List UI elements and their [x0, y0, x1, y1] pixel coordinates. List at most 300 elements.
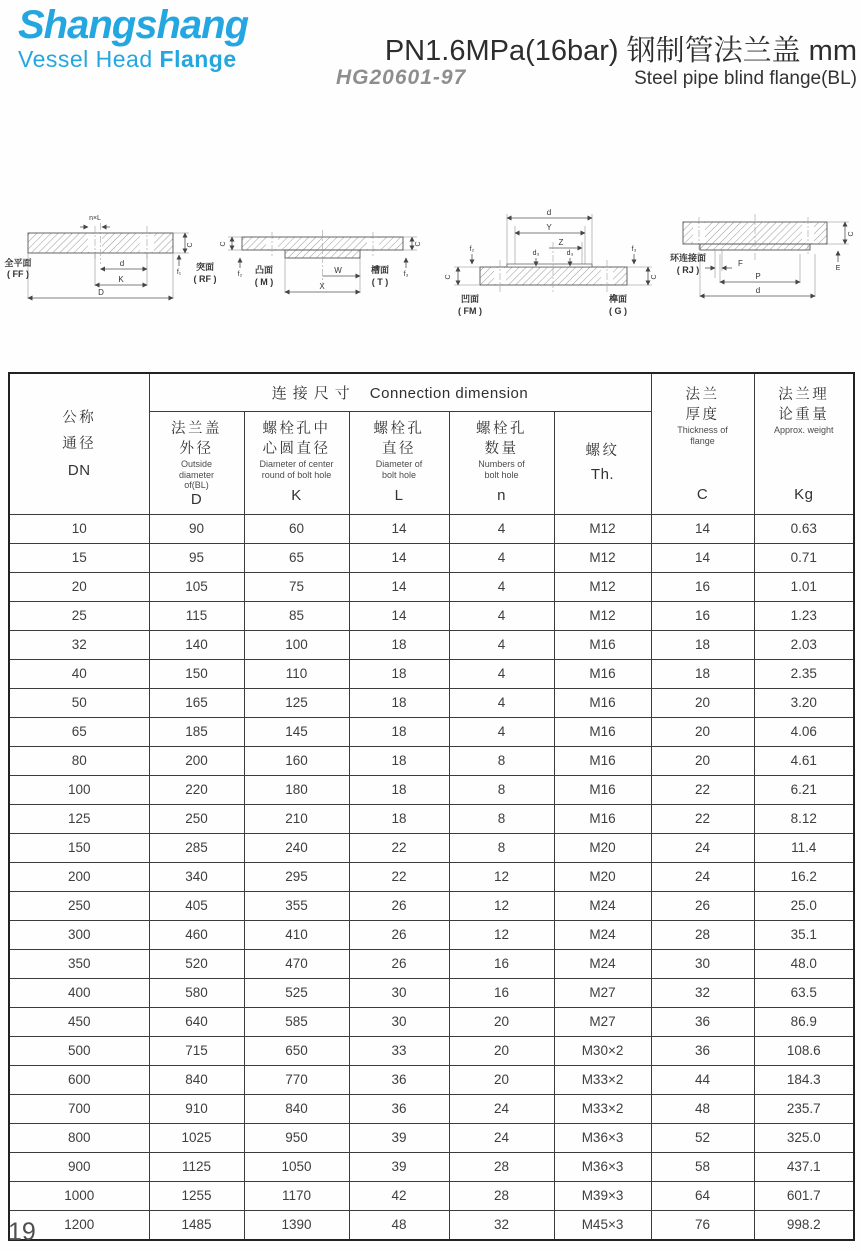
table-cell: M16 [554, 775, 651, 804]
col-kg-code: Kg [794, 486, 814, 504]
table-cell: M30×2 [554, 1036, 651, 1065]
table-cell: 4 [449, 688, 554, 717]
table-cell: 840 [149, 1065, 244, 1094]
table-cell: 48 [651, 1094, 754, 1123]
table-cell: 525 [244, 978, 349, 1007]
table-cell: M33×2 [554, 1065, 651, 1094]
face-code-rj: ( RJ ) [676, 265, 700, 275]
table-row [9, 746, 854, 775]
table-cell: 50 [9, 688, 149, 717]
table-cell: 250 [149, 804, 244, 833]
col-k-en: Diameter of center round of bolt hole [259, 459, 334, 480]
dim-big-d: D [98, 288, 104, 297]
table-cell: 340 [149, 862, 244, 891]
logo-tagline-right: Flange [159, 46, 237, 72]
table-cell: 18 [349, 717, 449, 746]
table-cell: 8 [449, 833, 554, 862]
col-header-kg [754, 373, 854, 514]
table-cell: 26 [349, 949, 449, 978]
table-cell: 470 [244, 949, 349, 978]
table-cell: M33×2 [554, 1094, 651, 1123]
col-header-th [554, 411, 651, 514]
table-cell: 16.2 [754, 862, 854, 891]
table-cell: 39 [349, 1152, 449, 1181]
dim-d: d [546, 208, 552, 217]
table-row [9, 543, 854, 572]
face-label-t: 槽面 [370, 265, 390, 275]
page-number: 19 [8, 1218, 36, 1246]
table-cell: 405 [149, 891, 244, 920]
dim-f3: f₃ [403, 271, 409, 278]
table-cell: 235.7 [754, 1094, 854, 1123]
table-cell: 500 [9, 1036, 149, 1065]
table-cell: 4 [449, 717, 554, 746]
col-header-l [349, 411, 449, 514]
table-cell: 8 [449, 804, 554, 833]
table-cell: M24 [554, 920, 651, 949]
table-cell: 58 [651, 1152, 754, 1181]
table-cell: 32 [449, 1210, 554, 1240]
table-cell: 14 [651, 514, 754, 543]
table-cell: 60 [244, 514, 349, 543]
table-row [9, 630, 854, 659]
table-cell: M39×3 [554, 1181, 651, 1210]
col-d-zh2: 外径 [179, 440, 214, 457]
table-cell: 80 [9, 746, 149, 775]
table-cell: 325.0 [754, 1123, 854, 1152]
col-k-zh1: 螺栓孔中 [262, 421, 331, 437]
table-cell: 4 [449, 514, 554, 543]
table-cell: 12 [449, 891, 554, 920]
table-cell: 16 [449, 978, 554, 1007]
table-row [9, 1181, 854, 1210]
dim-f: F [738, 259, 743, 268]
table-cell: 18 [349, 688, 449, 717]
table-cell: 580 [149, 978, 244, 1007]
table-cell: 24 [651, 833, 754, 862]
col-d-code: D [190, 490, 203, 508]
table-cell: 650 [244, 1036, 349, 1065]
table-cell: M20 [554, 862, 651, 891]
table-cell: 400 [9, 978, 149, 1007]
dim-c: C [848, 231, 855, 237]
table-cell: 4.06 [754, 717, 854, 746]
table-cell: 185 [149, 717, 244, 746]
table-row [9, 804, 854, 833]
table-cell: 14 [651, 543, 754, 572]
table-cell: 44 [651, 1065, 754, 1094]
table-cell: 76 [651, 1210, 754, 1240]
table-cell: 450 [9, 1007, 149, 1036]
table-cell: 16 [449, 949, 554, 978]
table-row [9, 1210, 854, 1240]
table-cell: 150 [9, 833, 149, 862]
table-cell: 160 [244, 746, 349, 775]
table-cell: 18 [349, 746, 449, 775]
group-header-en: Connection dimension [369, 384, 529, 402]
table-cell: 350 [9, 949, 149, 978]
table-cell: 65 [9, 717, 149, 746]
col-k-code: K [291, 487, 302, 504]
table-cell: 28 [449, 1181, 554, 1210]
table-cell: 22 [651, 775, 754, 804]
table-cell: 52 [651, 1123, 754, 1152]
col-c-en: Thickness of flange [677, 425, 728, 446]
table-cell: 14 [349, 514, 449, 543]
table-cell: 33 [349, 1036, 449, 1065]
table-cell: 20 [651, 746, 754, 775]
table-cell: 700 [9, 1094, 149, 1123]
table-cell: 18 [651, 630, 754, 659]
table-cell: M12 [554, 572, 651, 601]
table-cell: 40 [9, 659, 149, 688]
table-cell: M27 [554, 978, 651, 1007]
table-cell: 1050 [244, 1152, 349, 1181]
col-d-en: Outside diameter of(BL) [178, 459, 214, 491]
table-cell: 4 [449, 659, 554, 688]
face-label-rf: 突面 [195, 262, 215, 272]
table-row [9, 717, 854, 746]
table-cell: 18 [651, 659, 754, 688]
table-cell: 48 [349, 1210, 449, 1240]
table-cell: 640 [149, 1007, 244, 1036]
table-cell: 28 [651, 920, 754, 949]
dim-e: E [835, 265, 841, 272]
table-cell: 22 [651, 804, 754, 833]
col-d-zh1: 法兰盖 [171, 421, 222, 437]
table-row [9, 688, 854, 717]
dim-f2: f₂ [237, 271, 243, 278]
table-cell: 15 [9, 543, 149, 572]
table-cell: 36 [651, 1036, 754, 1065]
table-row [9, 601, 854, 630]
logo-brand-name: Shangshang [18, 3, 249, 47]
table-cell: 25.0 [754, 891, 854, 920]
dim-p: P [755, 272, 761, 281]
col-l-zh2: 直径 [382, 440, 416, 457]
table-cell: M45×3 [554, 1210, 651, 1240]
dim-f3: f₃ [631, 246, 637, 253]
dim-f2: f₂ [469, 246, 475, 253]
face-label-fm: 凹面 [460, 294, 480, 304]
col-l-zh1: 螺栓孔 [373, 421, 425, 437]
table-row [9, 572, 854, 601]
face-code-fm: ( FM ) [458, 306, 482, 316]
table-cell: 460 [149, 920, 244, 949]
table-cell: 30 [651, 949, 754, 978]
table-cell: 200 [149, 746, 244, 775]
table-cell: 20 [449, 1065, 554, 1094]
table-cell: 4 [449, 543, 554, 572]
table-cell: 200 [9, 862, 149, 891]
table-cell: M16 [554, 659, 651, 688]
table-cell: M16 [554, 746, 651, 775]
table-cell: 18 [349, 804, 449, 833]
logo-tagline-left: Vessel Head [18, 46, 153, 72]
table-cell: 4 [449, 630, 554, 659]
table-row [9, 891, 854, 920]
table-cell: 1.01 [754, 572, 854, 601]
col-n-en: Numbers of bolt hole [478, 459, 525, 480]
table-cell: 210 [244, 804, 349, 833]
table-cell: 28 [449, 1152, 554, 1181]
table-cell: 22 [349, 833, 449, 862]
table-cell: M16 [554, 630, 651, 659]
col-l-en: Diameter of bolt hole [375, 459, 423, 480]
col-n-zh2: 数量 [484, 440, 519, 457]
drawing-ff-rf [4, 215, 216, 299]
dim-f1: f₁ [176, 269, 182, 276]
table-cell: 585 [244, 1007, 349, 1036]
table-cell: 295 [244, 862, 349, 891]
table-cell: 0.63 [754, 514, 854, 543]
table-cell: 100 [244, 630, 349, 659]
table-cell: 1485 [149, 1210, 244, 1240]
col-kg-zh1: 法兰理 [778, 387, 830, 404]
table-cell: 8.12 [754, 804, 854, 833]
table-cell: 39 [349, 1123, 449, 1152]
table-row [9, 514, 854, 543]
group-header-zh: 连接尺寸 [271, 384, 356, 402]
table-cell: 24 [651, 862, 754, 891]
table-cell: 1125 [149, 1152, 244, 1181]
table-cell: M16 [554, 688, 651, 717]
table-cell: M12 [554, 514, 651, 543]
dim-d3b: d₃ [566, 250, 574, 257]
dim-d3a: d₃ [532, 250, 540, 257]
table-cell: 2.03 [754, 630, 854, 659]
col-dn-code: DN [67, 461, 91, 479]
col-kg-zh2: 论重量 [778, 406, 830, 423]
table-cell: 437.1 [754, 1152, 854, 1181]
table-cell: 3.20 [754, 688, 854, 717]
table-cell: 105 [149, 572, 244, 601]
table-cell: 32 [651, 978, 754, 1007]
table-cell: 85 [244, 601, 349, 630]
table-cell: 140 [149, 630, 244, 659]
table-cell: 63.5 [754, 978, 854, 1007]
table-row [9, 1065, 854, 1094]
table-row [9, 1036, 854, 1065]
table-cell: 800 [9, 1123, 149, 1152]
table-cell: 770 [244, 1065, 349, 1094]
table-cell: 1170 [244, 1181, 349, 1210]
face-code-rf: ( RF ) [193, 274, 217, 284]
table-cell: 1200 [9, 1210, 149, 1240]
table-cell: 90 [149, 514, 244, 543]
table-cell: 950 [244, 1123, 349, 1152]
table-cell: M16 [554, 804, 651, 833]
col-kg-en: Approx. weight [774, 425, 834, 436]
table-cell: 20 [9, 572, 149, 601]
drawing-fm-g [445, 208, 658, 316]
table-cell: M12 [554, 543, 651, 572]
table-cell: 36 [349, 1094, 449, 1123]
table-cell: 24 [449, 1094, 554, 1123]
col-c-zh1: 法兰 [685, 387, 720, 404]
table-cell: 410 [244, 920, 349, 949]
table-cell: 36 [349, 1065, 449, 1094]
dim-y: Y [546, 223, 552, 232]
table-cell: 16 [651, 601, 754, 630]
col-dn-zh1: 公称 [62, 409, 97, 426]
dim-d: d [755, 286, 761, 295]
col-th-code: Th. [590, 466, 615, 484]
table-row [9, 978, 854, 1007]
table-cell: 285 [149, 833, 244, 862]
table-cell: 18 [349, 659, 449, 688]
col-c-code: C [696, 486, 709, 504]
table-cell: 4 [449, 572, 554, 601]
table-cell: M16 [554, 717, 651, 746]
table-cell: 910 [149, 1094, 244, 1123]
dim-c-right: C [415, 241, 422, 247]
table-cell: 220 [149, 775, 244, 804]
table-cell: 11.4 [754, 833, 854, 862]
table-row [9, 862, 854, 891]
table-cell: 12 [449, 920, 554, 949]
table-cell: M24 [554, 949, 651, 978]
table-cell: 6.21 [754, 775, 854, 804]
dim-k: K [118, 275, 124, 284]
table-cell: 65 [244, 543, 349, 572]
table-cell: 8 [449, 746, 554, 775]
table-cell: 125 [244, 688, 349, 717]
dim-w: W [334, 266, 342, 275]
face-code-ff: ( FF ) [7, 269, 29, 279]
page-title: PN1.6MPa(16bar) 钢制管法兰盖 mm [384, 35, 857, 67]
table-cell: 64 [651, 1181, 754, 1210]
col-k-zh2: 心圆直径 [262, 440, 331, 457]
table-cell: 165 [149, 688, 244, 717]
table-row [9, 775, 854, 804]
dim-c-right: C [651, 274, 658, 280]
dim-nxl: n×L [89, 215, 101, 222]
col-dn-zh2: 通径 [62, 436, 97, 453]
table-cell: 24 [449, 1123, 554, 1152]
table-cell: 1000 [9, 1181, 149, 1210]
dim-d: d [119, 259, 125, 268]
face-code-g: ( G ) [609, 306, 627, 316]
table-cell: 48.0 [754, 949, 854, 978]
table-cell: 86.9 [754, 1007, 854, 1036]
table-cell: 145 [244, 717, 349, 746]
table-cell: 110 [244, 659, 349, 688]
table-row [9, 920, 854, 949]
table-cell: 18 [349, 630, 449, 659]
table-cell: 600 [9, 1065, 149, 1094]
table-cell: M27 [554, 1007, 651, 1036]
table-cell: 20 [449, 1036, 554, 1065]
face-code-t: ( T ) [371, 277, 389, 287]
table-cell: 75 [244, 572, 349, 601]
table-cell: 20 [651, 717, 754, 746]
table-row [9, 659, 854, 688]
drawing-rj [670, 214, 855, 297]
col-th-zh1: 螺纹 [585, 442, 620, 459]
table-cell: M24 [554, 891, 651, 920]
table-cell: 300 [9, 920, 149, 949]
table-cell: 14 [349, 543, 449, 572]
col-l-code: L [394, 487, 404, 504]
dim-c-left: C [445, 274, 452, 280]
table-cell: 1.23 [754, 601, 854, 630]
table-cell: 900 [9, 1152, 149, 1181]
table-cell: 26 [349, 920, 449, 949]
flange-dimension-table [8, 372, 855, 1241]
table-cell: 26 [651, 891, 754, 920]
col-n-code: n [497, 487, 506, 504]
table-cell: 840 [244, 1094, 349, 1123]
dim-c-left: C [220, 241, 227, 247]
col-group-connection-dimension [149, 373, 651, 411]
table-cell: 36 [651, 1007, 754, 1036]
table-cell: 150 [149, 659, 244, 688]
table-cell: 8 [449, 775, 554, 804]
table-cell: 240 [244, 833, 349, 862]
col-header-d [149, 411, 244, 514]
dim-x: X [319, 282, 325, 291]
table-cell: M12 [554, 601, 651, 630]
table-cell: 520 [149, 949, 244, 978]
table-cell: 30 [349, 1007, 449, 1036]
col-header-c [651, 373, 754, 514]
table-cell: 355 [244, 891, 349, 920]
table-cell: 100 [9, 775, 149, 804]
table-cell: 18 [349, 775, 449, 804]
face-label-ff: 全平面 [4, 258, 32, 268]
col-header-k [244, 411, 349, 514]
table-cell: 0.71 [754, 543, 854, 572]
page-subtitle-en: Steel pipe blind flange(BL) [634, 68, 857, 89]
table-cell: 1025 [149, 1123, 244, 1152]
table-cell: 30 [349, 978, 449, 1007]
table-cell: 601.7 [754, 1181, 854, 1210]
table-cell: 4 [449, 601, 554, 630]
table-cell: M36×3 [554, 1152, 651, 1181]
face-label-rj: 环连接面 [669, 253, 707, 263]
table-row [9, 1123, 854, 1152]
table-cell: 35.1 [754, 920, 854, 949]
table-cell: 95 [149, 543, 244, 572]
table-cell: 14 [349, 572, 449, 601]
table-cell: 32 [9, 630, 149, 659]
table-cell: 998.2 [754, 1210, 854, 1240]
table-cell: 115 [149, 601, 244, 630]
table-cell: M36×3 [554, 1123, 651, 1152]
table-row [9, 1007, 854, 1036]
face-label-g: 榫面 [608, 294, 628, 304]
table-cell: 250 [9, 891, 149, 920]
table-cell: 42 [349, 1181, 449, 1210]
table-cell: 26 [349, 891, 449, 920]
table-cell: 184.3 [754, 1065, 854, 1094]
table-cell: 715 [149, 1036, 244, 1065]
table-cell: 22 [349, 862, 449, 891]
table-cell: 180 [244, 775, 349, 804]
dim-c: C [187, 242, 194, 248]
table-cell: 20 [449, 1007, 554, 1036]
face-code-m: ( M ) [254, 277, 274, 287]
table-cell: M20 [554, 833, 651, 862]
table-cell: 4.61 [754, 746, 854, 775]
drawing-m-t [220, 230, 422, 293]
logo-tagline [18, 46, 248, 73]
col-header-dn [9, 373, 149, 514]
table-cell: 1255 [149, 1181, 244, 1210]
table-cell: 14 [349, 601, 449, 630]
table-body [9, 514, 854, 1240]
